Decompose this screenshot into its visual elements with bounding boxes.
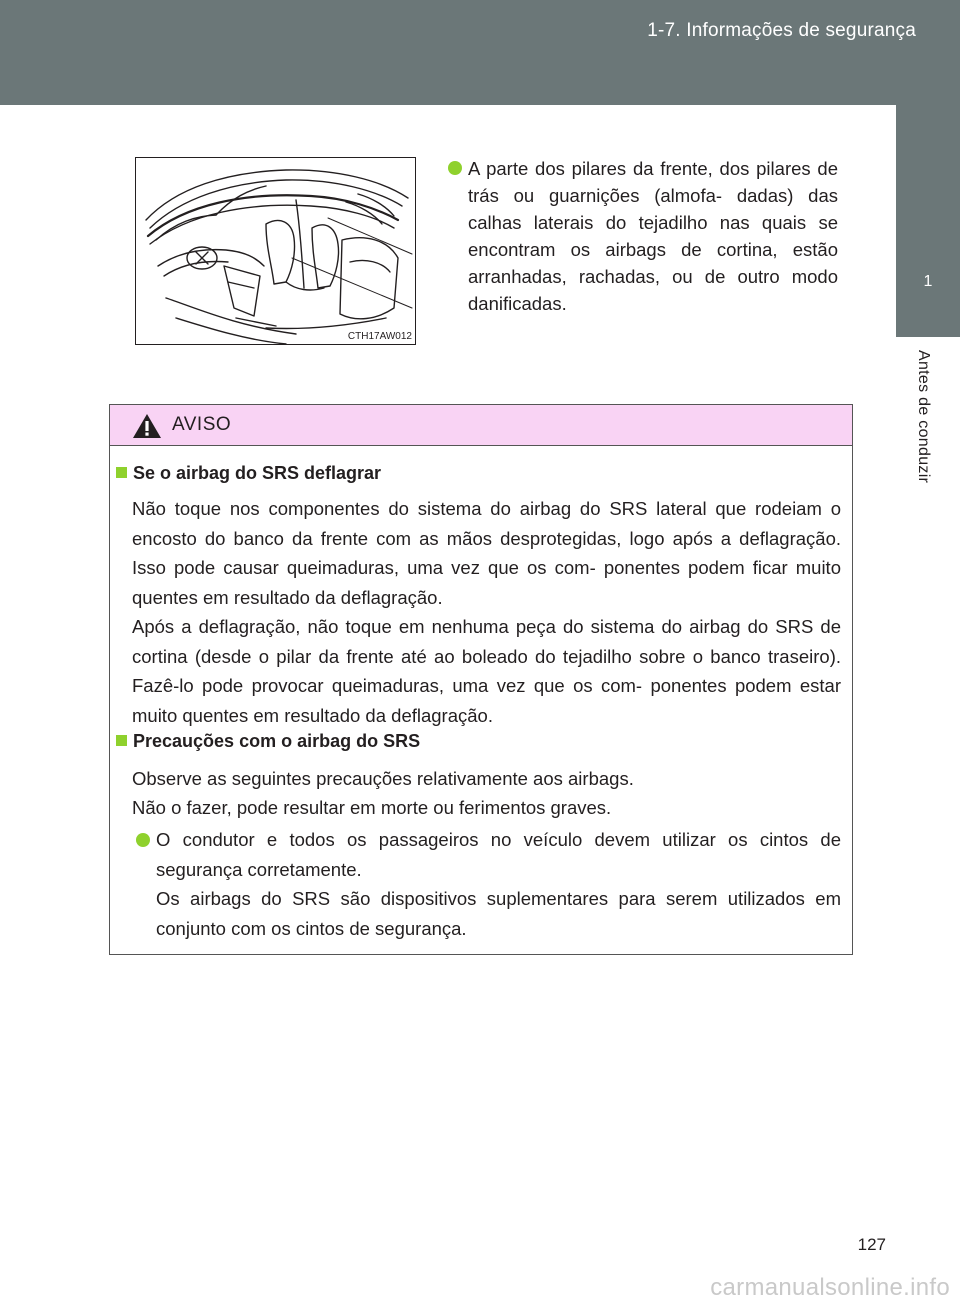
intro-bullet-item [448, 155, 838, 317]
watermark: carmanualsonline.info [710, 1274, 950, 1301]
page-number: 127 [857, 1235, 886, 1254]
car-interior-curtain-airbag-illustration [136, 158, 416, 345]
precautions-intro-1: Observe as seguintes precauções relativamente aos airbags. [132, 768, 634, 789]
chapter-label: Antes de conduzir [915, 350, 932, 484]
precautions-bullet-line-2: Os airbags do SRS são dispositivos suplementares para serem utilizados em conjunto com os cintos de segurança. [156, 888, 841, 939]
bullet-dot-icon [448, 161, 462, 175]
section-heading-deflagration: Se o airbag do SRS deflagrar [116, 463, 381, 484]
section-heading-precautions: Precauções com o airbag do SRS [116, 731, 420, 752]
section-title: 1-7. Informações de segurança [647, 20, 916, 41]
chapter-tab [896, 105, 960, 337]
deflagration-paragraph-2: Após a deflagração, não toque em nenhuma peça do sistema do airbag do SRS de cortina (desde o pilar da frente até ao boleado do tejadilho sobre o banco traseiro). Fazê-lo pode provocar queimaduras, uma vez que os com- ponentes podem estar muito quentes em resultado da deflagração. [132, 616, 841, 726]
warning-triangle-icon [132, 413, 162, 439]
precautions-bullet-item [136, 825, 841, 943]
square-bullet-icon [116, 467, 127, 478]
bullet-dot-icon [136, 833, 150, 847]
warning-header [110, 405, 852, 446]
intro-bullet-text: A parte dos pilares da frente, dos pilares de trás ou guarnições (almofa- dadas) das calhas laterais do tejadilho nas quais se encontram os airbags de cortina, estão arranhadas, rachadas, ou de outro modo danificadas. [468, 158, 838, 314]
warning-title: AVISO [172, 414, 232, 435]
precautions-bullet-line-1: O condutor e todos os passageiros no veículo devem utilizar os cintos de segurança corretamente. [156, 829, 841, 880]
square-bullet-icon [116, 735, 127, 746]
chapter-number: 1 [923, 273, 933, 290]
page-header [0, 0, 960, 105]
deflagration-paragraph-1: Não toque nos componentes do sistema do airbag do SRS lateral que rodeiam o encosto do banco da frente com as mãos desprotegidas, logo após a deflagração. Isso pode causar queimaduras, uma vez que os com- ponentes podem ficar muito quentes em resultado da deflagração. [132, 498, 841, 608]
car-interior-figure [135, 157, 416, 345]
figure-code: CTH17AW012 [347, 331, 412, 342]
precautions-intro-2: Não o fazer, pode resultar em morte ou ferimentos graves. [132, 797, 612, 818]
warning-box [109, 404, 853, 955]
